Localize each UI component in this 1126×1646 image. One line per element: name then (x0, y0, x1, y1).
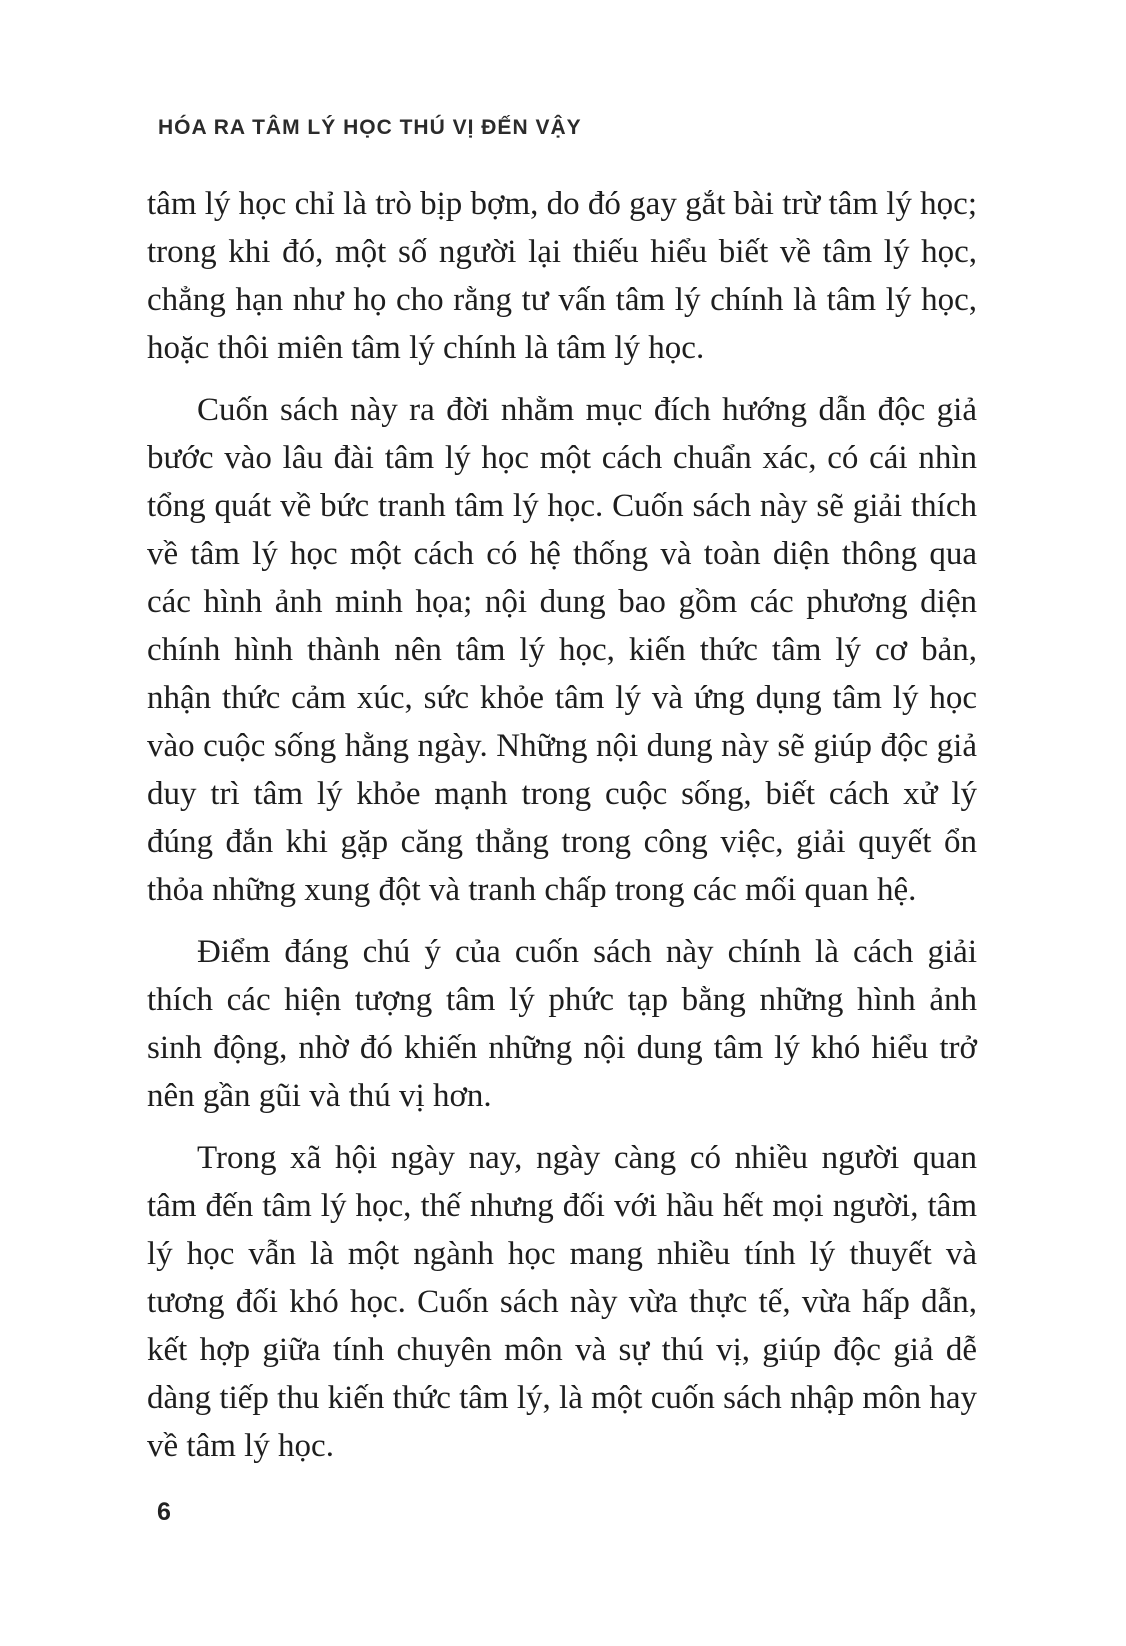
body-paragraph: Trong xã hội ngày nay, ngày càng có nhiều người quan tâm đến tâm lý học, thế nhưng đối với hầu hết mọi người, tâm lý học vẫn là một ngành học mang nhiều tính lý thuyết và tương đối khó học. Cuốn sách này vừa thực tế, vừa hấp dẫn, kết hợp giữa tính chuyên môn và sự thú vị, giúp độc giả dễ dàng tiếp thu kiến thức tâm lý, là một cuốn sách nhập môn hay về tâm lý học. (147, 1140, 977, 1464)
body-paragraph: tâm lý học chỉ là trò bịp bợm, do đó gay gắt bài trừ tâm lý học; trong khi đó, một số người lại thiếu hiểu biết về tâm lý học, chẳng hạn như họ cho rằng tư vấn tâm lý chính là tâm lý học, hoặc thôi miên tâm lý chính là tâm lý học. (147, 186, 977, 366)
body-text-block (147, 180, 977, 1484)
running-header: HÓA RA TÂM LÝ HỌC THÚ VỊ ĐẾN VẬY (158, 116, 582, 139)
page-number: 6 (157, 1498, 171, 1526)
body-paragraph: Điểm đáng chú ý của cuốn sách này chính là cách giải thích các hiện tượng tâm lý phức tạp bằng những hình ảnh sinh động, nhờ đó khiến những nội dung tâm lý khó hiểu trở nên gần gũi và thú vị hơn. (147, 934, 977, 1114)
body-paragraph: Cuốn sách này ra đời nhằm mục đích hướng dẫn độc giả bước vào lâu đài tâm lý học một cách chuẩn xác, có cái nhìn tổng quát về bức tranh tâm lý học. Cuốn sách này sẽ giải thích về tâm lý học một cách có hệ thống và toàn diện thông qua các hình ảnh minh họa; nội dung bao gồm các phương diện chính hình thành nên tâm lý học, kiến thức tâm lý cơ bản, nhận thức cảm xúc, sức khỏe tâm lý và ứng dụng tâm lý học vào cuộc sống hằng ngày. Những nội dung này sẽ giúp độc giả duy trì tâm lý khỏe mạnh trong cuộc sống, biết cách xử lý đúng đắn khi gặp căng thẳng trong công việc, giải quyết ổn thỏa những xung đột và tranh chấp trong các mối quan hệ. (147, 392, 977, 908)
